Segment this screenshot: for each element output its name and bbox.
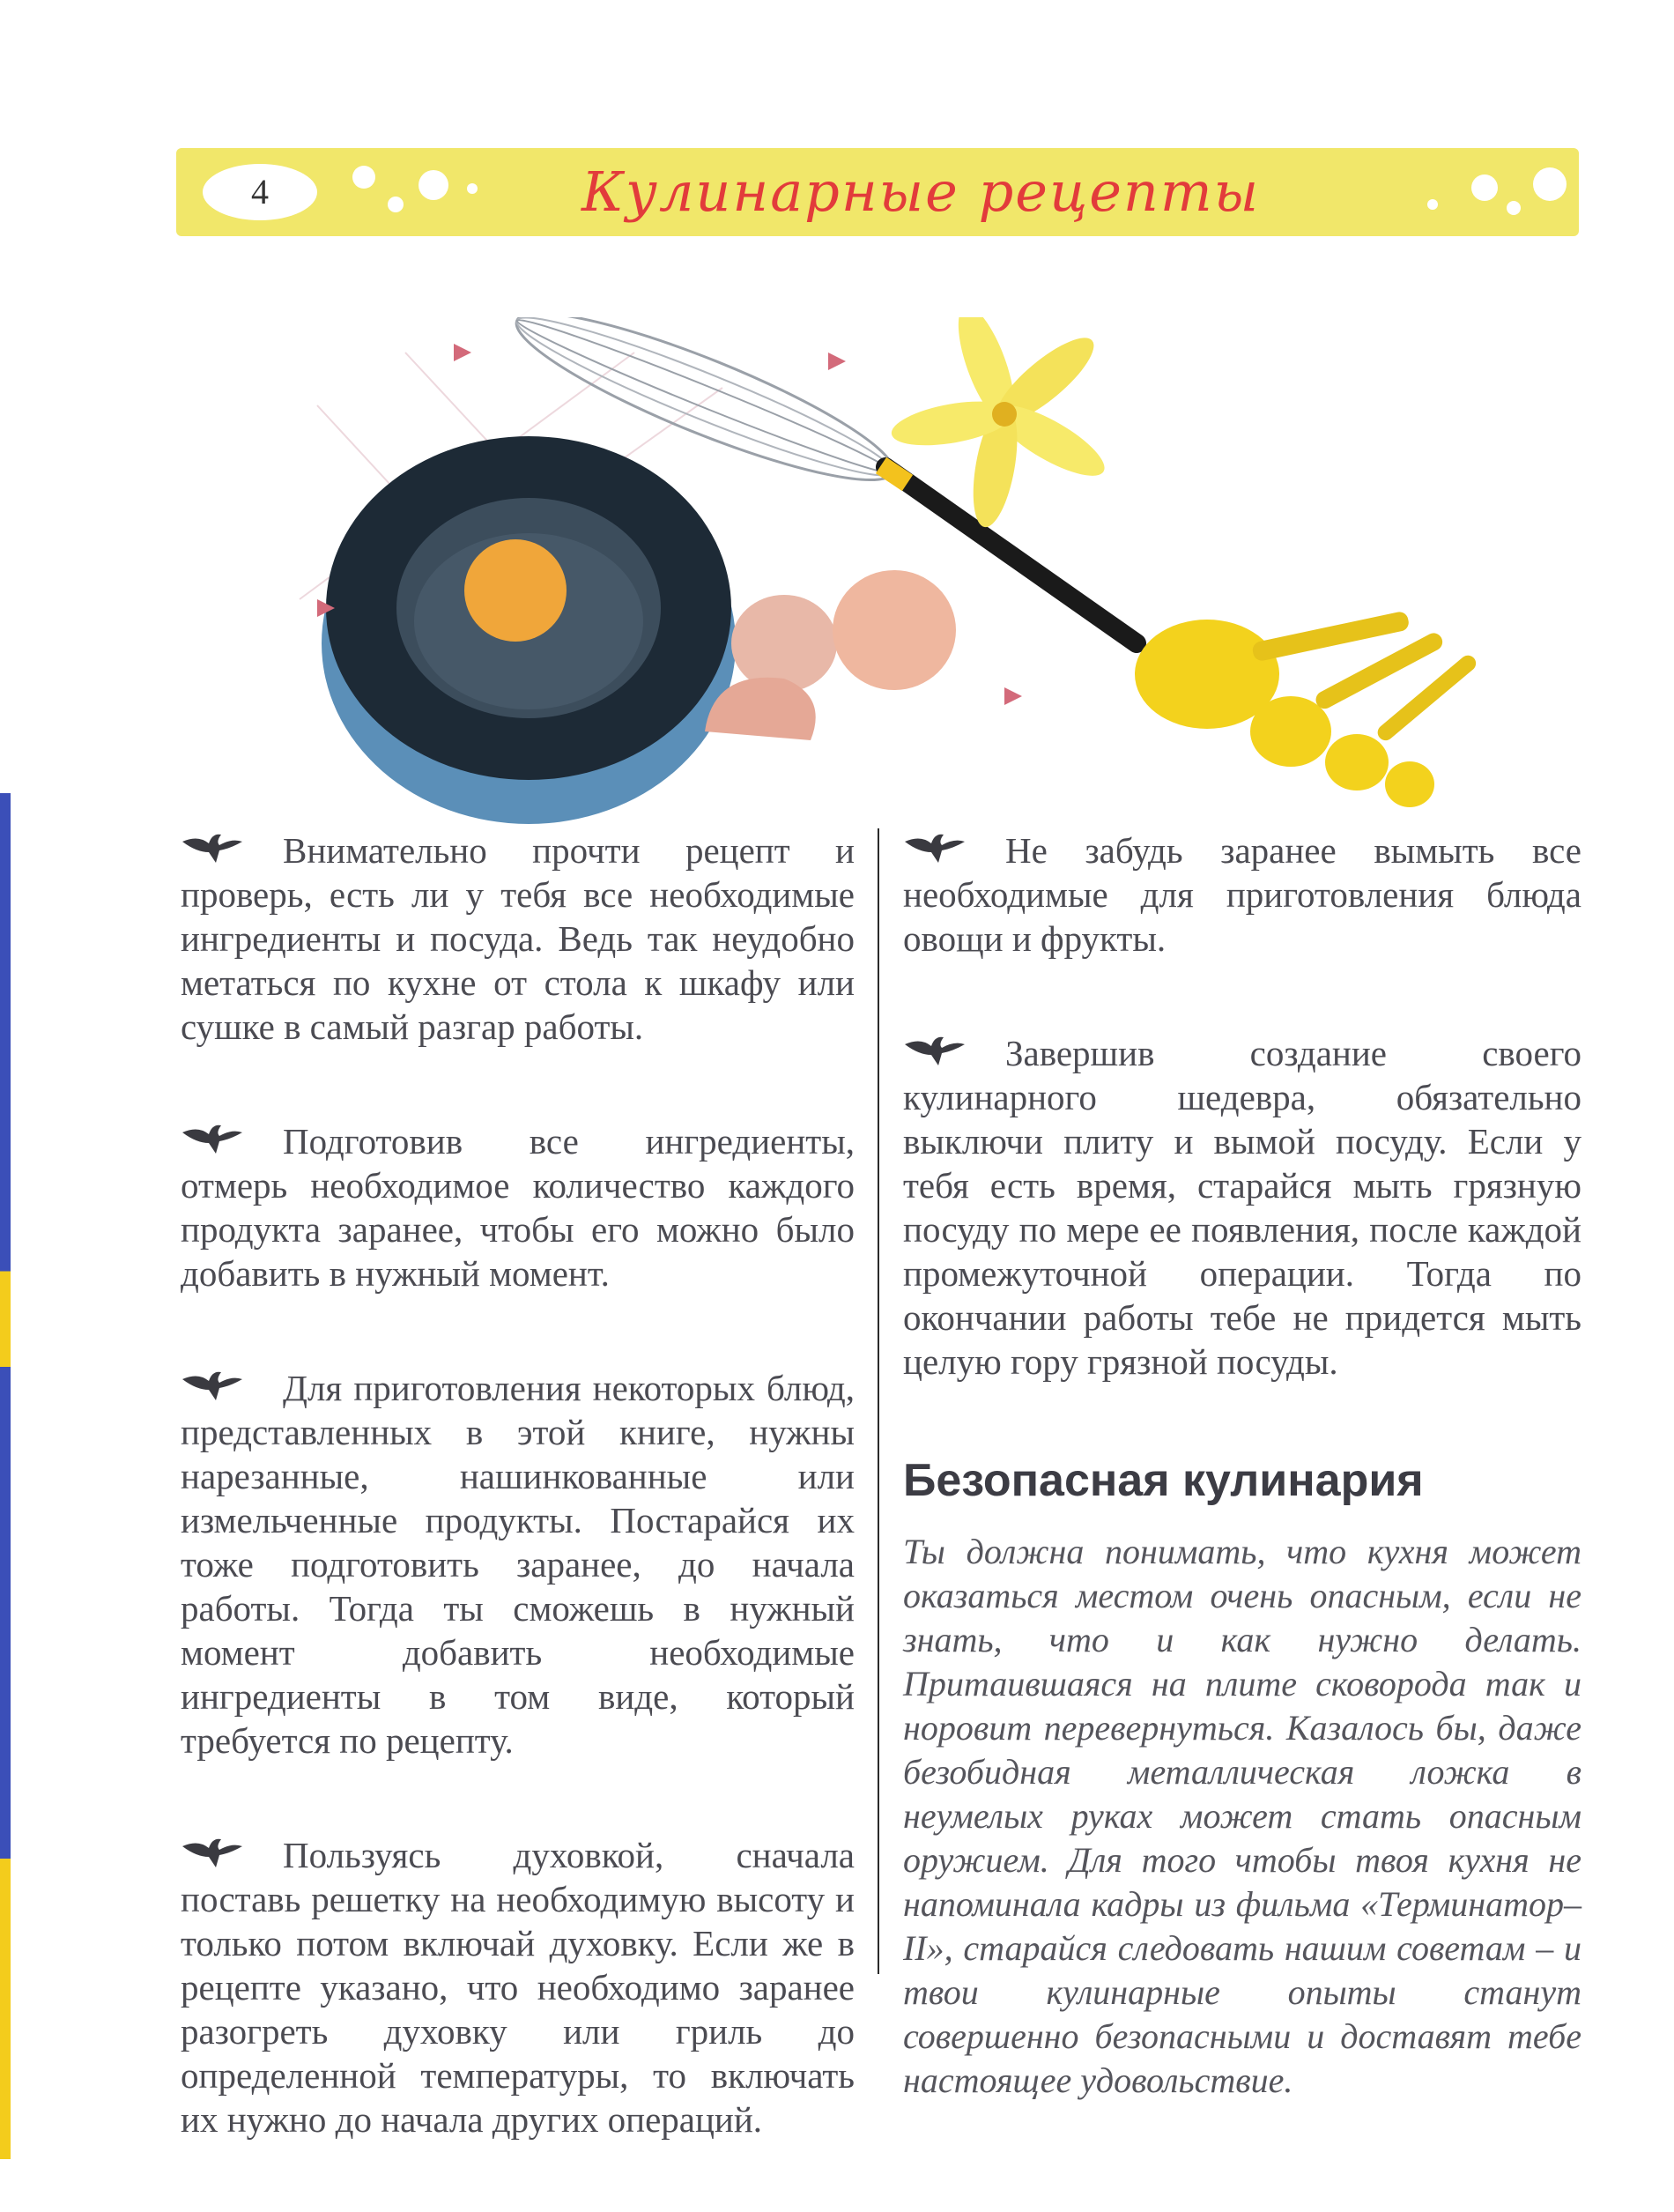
right-column — [903, 828, 1581, 2103]
bird-bullet-icon — [181, 1369, 244, 1404]
banner-dot — [388, 197, 404, 212]
bird-bullet-icon — [181, 1122, 244, 1157]
header-banner — [176, 148, 1579, 236]
page-number: 4 — [251, 172, 269, 212]
book-spine-strip — [0, 793, 11, 2159]
bird-bullet-icon — [903, 831, 967, 866]
bird-bullet-icon — [181, 1836, 244, 1871]
kitchen-illustration — [264, 317, 1542, 837]
banner-dot — [467, 183, 478, 194]
tip-paragraph — [903, 1031, 1581, 1384]
bird-bullet-icon — [181, 831, 244, 866]
banner-dot — [1507, 201, 1521, 215]
tip-text: Для приготовления некоторых блюд, представленных в этой книге, нужны нарезанные, нашинкованные или измельченные продукты. Постарайся их тоже подготовить заранее, до начала работы. Тогда ты сможешь в нужный момент добавить необходимые ингредиенты в том виде, который требуется по рецепту. — [181, 1368, 855, 1761]
bird-bullet-icon — [903, 1034, 967, 1069]
banner-dot — [1427, 199, 1438, 210]
banner-dot — [1533, 167, 1567, 201]
tip-paragraph — [181, 1366, 855, 1763]
banner-dot — [352, 166, 375, 189]
column-divider — [878, 828, 879, 1974]
tip-text: Пользуясь духовкой, сначала поставь решетку на необходимую высоту и только потом включай духовку. Если же в рецепте указано, что необходимо заранее разогреть духовку или гриль до определенной температуры, то включать их нужно до начала других операций. — [181, 1835, 855, 2140]
tip-text: Завершив создание своего кулинарного шедевра, обязательно выключи плиту и вымой посуду. Если у тебя есть время, старайся мыть грязную посуду по мере ее появления, после каждой промежуточной операции. Тогда по окончании работы тебе не придется мыть целую гору грязной посуды. — [903, 1033, 1581, 1382]
egg-yolk-icon — [464, 539, 567, 642]
tip-text: Внимательно прочти рецепт и проверь, есть ли у тебя все необходимые ингредиенты и посуда. Ведь так неудобно метаться по кухне от стола к шкафу или сушке в самый разгар работы. — [181, 830, 855, 1047]
egg-icon — [705, 570, 956, 740]
tip-paragraph — [181, 828, 855, 1049]
left-column — [181, 828, 855, 2212]
tip-paragraph — [181, 1119, 855, 1295]
section-text: Ты должна понимать, что кухня может оказаться местом очень опасным, если не знать, что и как нужно делать. Притаившаяся на плите сковорода так и норовит перевернуться. Казалось бы, даже безобидная металлическая ложка в неумелых руках может стать опасным оружием. Для того чтобы твоя кухня не напоминала кадры из фильма «Терминатор–II», старайся следовать нашим советам – и твои кулинарные опыты станут совершенно безопасными и доставят тебе настоящее удовольствие. — [903, 1532, 1581, 2100]
tip-text: Подготовив все ингредиенты, отмерь необходимое количество каждого продукта заранее, чтобы его можно было добавить в нужный момент. — [181, 1121, 855, 1294]
tip-paragraph — [903, 828, 1581, 961]
section-title: Безопасная кулинария — [903, 1455, 1424, 1506]
tip-paragraph — [181, 1833, 855, 2141]
page-title: Кулинарные рецепты — [581, 160, 1261, 224]
banner-dot — [1471, 174, 1498, 201]
measuring-spoons-icon — [1135, 611, 1479, 807]
banner-dot — [418, 170, 448, 200]
tip-text: Не забудь заранее вымыть все необходимые для приготовления блюда овощи и фрукты. — [903, 830, 1581, 959]
